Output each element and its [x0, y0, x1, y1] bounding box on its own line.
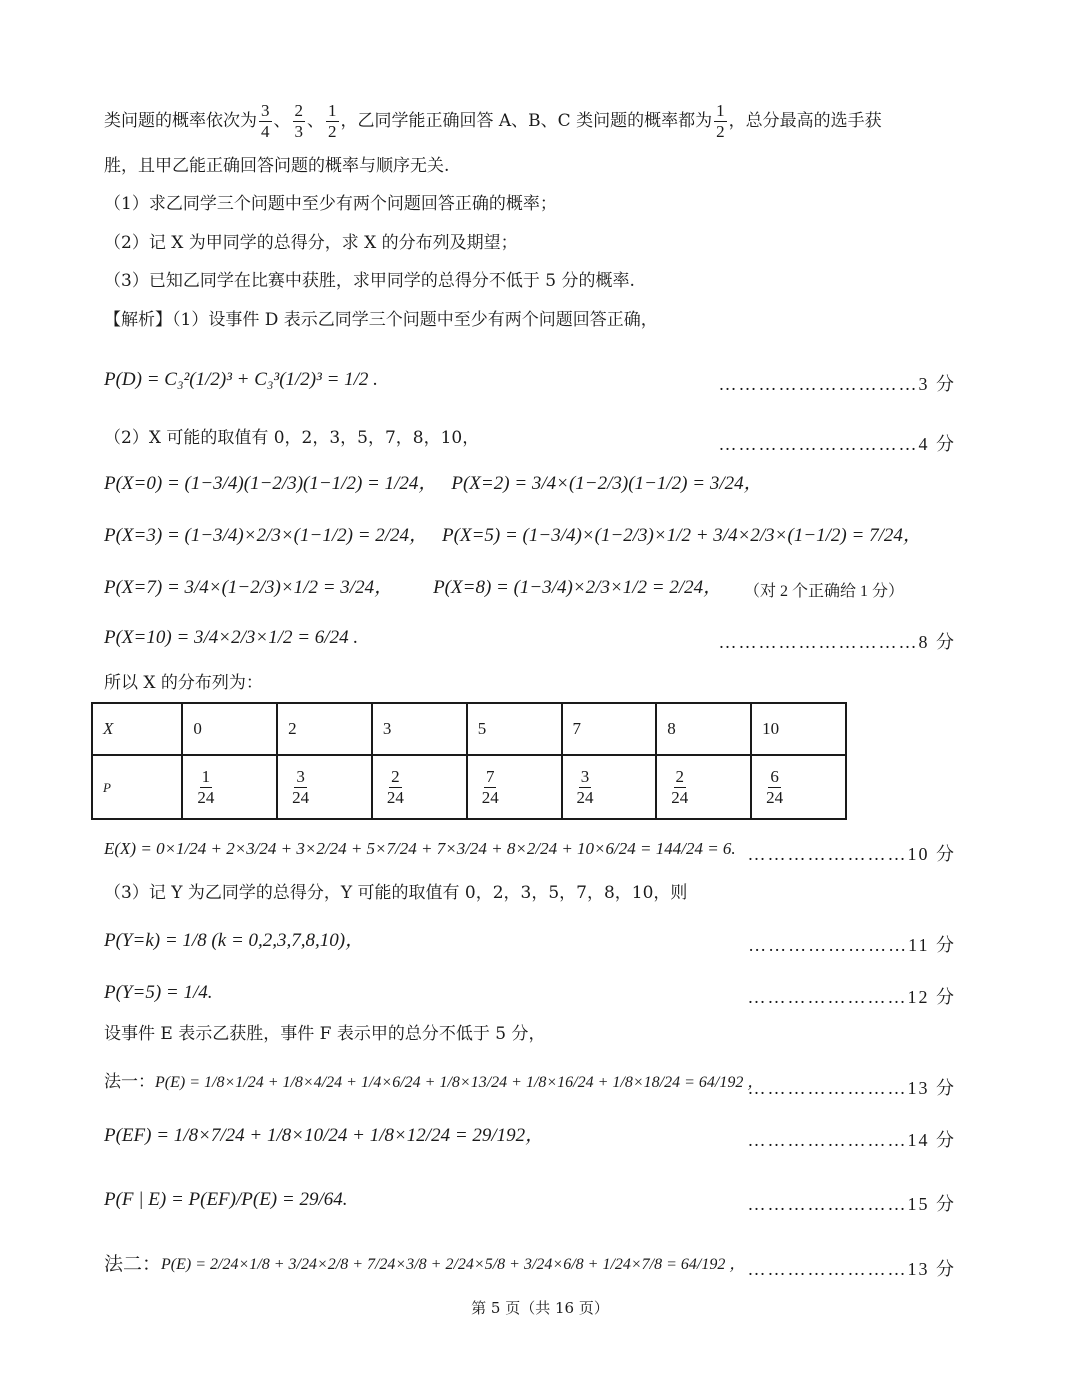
intro-text-a: 类问题的概率依次为 — [104, 110, 257, 131]
table-cell: 8 — [656, 703, 751, 755]
equation-pd: P(D) = C₃²(1/2)³ + C₃³(1/2)³ = 1/2 . — [104, 369, 378, 390]
table-cell: $\frac{6}{24}$ — [751, 755, 846, 819]
distribution-intro: 所以 X 的分布列为： — [104, 673, 263, 693]
equation-px5: P(X=5) = (1−3/4)×(1−2/3)×1/2 + 3/4×2/3×(1−1/2) = 7/24， — [442, 525, 922, 546]
equation-pe-method2: P(E) = 2/24×1/8 + 3/24×2/8 + 7/24×3/8 + 2/24×5/8 + 3/24×6/8 + 1/24×7/8 = 64/192 ， — [161, 1255, 746, 1273]
fraction: $\frac{3}{4}$ — [261, 101, 270, 141]
table-cell: $\frac{2}{24}$ — [372, 755, 467, 819]
equation-px8: P(X=8) = (1−3/4)×2/3×1/2 = 2/24， — [433, 577, 723, 598]
table-cell: 10 — [751, 703, 846, 755]
equation-px0: P(X=0) = (1−3/4)(1−2/3)(1−1/2) = 1/24， — [104, 473, 438, 494]
partial-credit-note: （对 2 个正确给 1 分） — [743, 583, 904, 600]
table-cell: $\frac{7}{24}$ — [467, 755, 562, 819]
equation-pfe: P(F | E) = P(EF)/P(E) = 29/64. — [104, 1189, 348, 1210]
score-13-method2: ……………………13 分 — [747, 1259, 956, 1279]
score-3: …………………………3 分 — [718, 374, 956, 394]
score-14: ……………………14 分 — [747, 1130, 956, 1150]
fraction: $\frac{2}{3}$ — [294, 101, 303, 141]
table-cell: 5 — [467, 703, 562, 755]
table-header-x: X — [92, 703, 182, 755]
question-2: （2）记 X 为甲同学的总得分，求 X 的分布列及期望； — [104, 233, 518, 253]
intro-line-2: 胜，且甲乙能正确回答问题的概率与顺序无关. — [104, 156, 450, 176]
equation-px0-px2 — [104, 474, 980, 493]
method1-label: 法一： — [104, 1072, 155, 1092]
score-13-method1: ……………………13 分 — [747, 1078, 956, 1098]
table-cell: 2 — [277, 703, 372, 755]
equation-px10: P(X=10) = 3/4×2/3×1/2 = 6/24 . — [104, 627, 359, 648]
equation-pe-method1: P(E) = 1/8×1/24 + 1/8×4/24 + 1/4×6/24 + 1/8×13/24 + 1/8×16/24 + 1/8×18/24 = 64/192 ， — [155, 1073, 764, 1091]
table-cell: $\frac{2}{24}$ — [656, 755, 751, 819]
solution-header: 【解析】（1）设事件 D 表示乙同学三个问题中至少有两个问题回答正确， — [104, 310, 658, 330]
table-row-probs — [92, 755, 846, 819]
score-11: ……………………11 分 — [748, 935, 956, 955]
score-4: …………………………4 分 — [718, 434, 956, 454]
score-10: ……………………10 分 — [747, 844, 956, 864]
table-cell: $\frac{1}{24}$ — [182, 755, 277, 819]
equation-px3: P(X=3) = (1−3/4)×2/3×(1−1/2) = 2/24， — [104, 525, 429, 546]
table-cell: 0 — [182, 703, 277, 755]
equation-px7: P(X=7) = 3/4×(1−2/3)×1/2 = 3/24， — [104, 577, 394, 598]
part3-intro: （3）记 Y 为乙同学的总得分，Y 可能的取值有 0，2，3，5，7，8，10，则 — [104, 883, 688, 903]
table-cell: 7 — [562, 703, 657, 755]
distribution-table — [91, 702, 847, 820]
part2-intro: （2）X 可能的取值有 0，2，3，5，7，8，10， — [104, 428, 480, 448]
equation-pyk: P(Y=k) = 1/8 (k = 0,2,3,7,8,10)， — [104, 930, 365, 951]
question-3: （3）已知乙同学在比赛中获胜，求甲同学的总得分不低于 5 分的概率. — [104, 271, 635, 291]
score-8: …………………………8 分 — [718, 632, 956, 652]
method2-label: 法二： — [104, 1253, 162, 1275]
table-header-p: P — [92, 755, 182, 819]
intro-line-1: 类问题的概率依次为 $\frac{3}{4}$ 、 $\frac{2}{3}$ 、 $\frac{1}{2}$ ，乙同学能正确回答 A、B、C 类问题的概率都为 $\frac{1}{2}$ ，总分最高的选手获 — [104, 101, 882, 141]
fraction: $\frac{1}{2}$ — [328, 101, 337, 141]
table-cell: $\frac{3}{24}$ — [562, 755, 657, 819]
equation-expectation: E(X) = 0×1/24 + 2×3/24 + 3×2/24 + 5×7/24 + 7×3/24 + 8×2/24 + 10×6/24 = 144/24 = 6. — [104, 839, 736, 858]
equation-pef: P(EF) = 1/8×7/24 + 1/8×10/24 + 1/8×12/24 = 29/192， — [104, 1125, 545, 1146]
table-cell: 3 — [372, 703, 467, 755]
equation-py5: P(Y=5) = 1/4. — [104, 982, 213, 1003]
equation-px3-px5 — [104, 526, 980, 545]
score-15: ……………………15 分 — [747, 1194, 956, 1214]
page-footer: 第 5 页（共 16 页） — [471, 1299, 609, 1317]
fraction: $\frac{1}{2}$ — [716, 101, 725, 141]
question-1: （1）求乙同学三个问题中至少有两个问题回答正确的概率； — [104, 194, 557, 214]
intro-text-b: ，乙同学能正确回答 A、B、C 类问题的概率都为 — [340, 110, 713, 131]
table-cell: $\frac{3}{24}$ — [277, 755, 372, 819]
events-definition: 设事件 E 表示乙获胜，事件 F 表示甲的总分不低于 5 分， — [104, 1024, 546, 1044]
equation-px2: P(X=2) = 3/4×(1−2/3)(1−1/2) = 3/24， — [451, 473, 763, 494]
intro-text-c: ，总分最高的选手获 — [728, 110, 882, 131]
score-12: ……………………12 分 — [747, 987, 956, 1007]
table-row-values — [92, 703, 846, 755]
